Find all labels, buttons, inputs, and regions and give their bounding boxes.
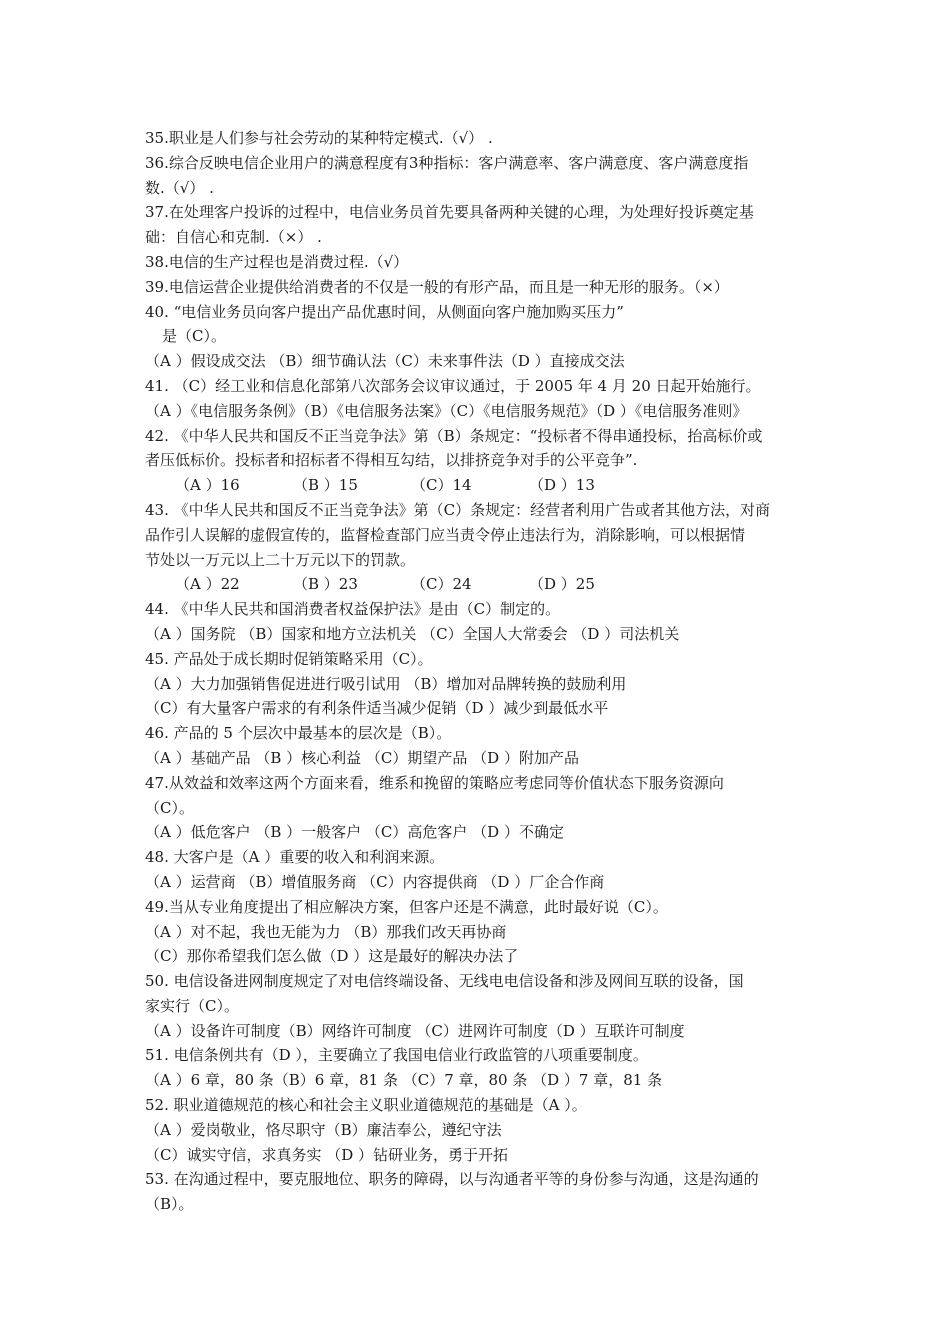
q50-line-1: 50. 电信设备进网制度规定了对电信终端设备、无线电电信设备和涉及网间互联的设备，国 xyxy=(145,972,744,991)
q40-options: （A ）假设成交法 （B）细节确认法（C）未来事件法（D ）直接成交法 xyxy=(145,352,625,371)
q52-options-1: （A ）爱岗敬业，恪尽职守（B）廉洁奉公，遵纪守法 xyxy=(145,1120,502,1139)
q46-line: 46. 产品的 5 个层次中最基本的层次是（B）。 xyxy=(145,724,452,743)
q52-line: 52. 职业道德规范的核心和社会主义职业道德规范的基础是（A ）。 xyxy=(145,1096,587,1115)
q43-options xyxy=(145,572,810,597)
q49-options-1: （A ）对不起，我也无能为力 （B）那我们改天再协商 xyxy=(145,922,507,941)
q50-options: （A ）设备许可制度（B）网络许可制度 （C）进网许可制度（D ）互联许可制度 xyxy=(145,1021,685,1040)
q36-line-2: 数.（√） . xyxy=(145,178,214,197)
q45-line: 45. 产品处于成长期时促销策略采用（C）。 xyxy=(145,649,433,668)
q43-option-d: （D ）25 xyxy=(529,575,595,594)
q49-options-2: （C）那你希望我们怎么做（D ）这是最好的解决办法了 xyxy=(145,947,519,966)
q51-options: （A ）6 章，80 条（B）6 章，81 条 （C）7 章，80 条 （D ）7 章，81 条 xyxy=(145,1071,663,1090)
q44-options: （A ）国务院 （B）国家和地方立法机关 （C）全国人大常委会 （D ）司法机关 xyxy=(145,624,680,643)
q36-line-1: 36.综合反映电信企业用户的满意程度有3种指标：客户满意率、客户满意度、客户满意度指 xyxy=(145,153,749,172)
q42-option-d: （D ）13 xyxy=(529,476,595,495)
q42-line-2: 者压低标价。投标者和招标者不得相互勾结，以排挤竞争对手的公平竞争”. xyxy=(145,451,638,470)
q44-line: 44. 《中华人民共和国消费者权益保护法》是由（C）制定的。 xyxy=(145,600,561,619)
q43-option-c: （C）24 xyxy=(411,575,472,594)
q53-line-1: 53. 在沟通过程中，要克服地位、职务的障碍，以与沟通者平等的身份参与沟通，这是沟通的 xyxy=(145,1170,759,1189)
q48-options: （A ）运营商 （B）增值服务商 （C）内容提供商 （D ）厂企合作商 xyxy=(145,872,605,891)
q42-option-b: （B ）15 xyxy=(293,476,358,495)
q43-option-a: （A ）22 xyxy=(175,575,240,594)
q47-line-1: 47.从效益和效率这两个方面来看，维系和挽留的策略应考虑同等价值状态下服务资源向 xyxy=(145,773,724,792)
q42-option-c: （C）14 xyxy=(411,476,472,495)
q43-line-1: 43. 《中华人民共和国反不正当竞争法》第（C）条规定：经营者利用广告或者其他方法，对商 xyxy=(145,500,771,519)
q53-line-2: （B）。 xyxy=(145,1195,194,1214)
q46-options: （A ）基础产品 （B ）核心利益 （C）期望产品 （D ）附加产品 xyxy=(145,748,579,767)
q42-option-a: （A ）16 xyxy=(175,476,240,495)
q40-line-2: 是（C）。 xyxy=(162,327,226,346)
q47-line-2: （C）。 xyxy=(145,798,194,817)
q45-options-1: （A ）大力加强销售促进进行吸引试用 （B）增加对品牌转换的鼓励利用 xyxy=(145,674,627,693)
q38-line: 38.电信的生产过程也是消费过程.（√） xyxy=(145,252,409,271)
q45-options-2: （C）有大量客户需求的有利条件适当减少促销（D ）减少到最低水平 xyxy=(145,699,609,718)
q50-line-2: 家实行（C）。 xyxy=(145,996,239,1015)
q47-options: （A ）低危客户 （B ）一般客户 （C）高危客户 （D ）不确定 xyxy=(145,823,564,842)
q43-line-3: 节处以一万元以上二十万元以下的罚款。 xyxy=(145,550,416,569)
q39-line: 39.电信运营企业提供给消费者的不仅是一般的有形产品，而且是一种无形的服务。（×） xyxy=(145,277,729,296)
q35-line: 35.职业是人们参与社会劳动的某种特定模式.（√） . xyxy=(145,129,493,147)
q43-line-2: 品作引人误解的虚假宣传的，监督检查部门应当责令停止违法行为，消除影响，可以根据情 xyxy=(145,525,746,544)
q41-line: 41. （C）经工业和信息化部第八次部务会议审议通过，于 2005 年 4 月 20 日起开始施行。 xyxy=(145,376,761,395)
q48-line: 48. 大客户是（A ）重要的收入和利润来源。 xyxy=(145,848,445,867)
document-page xyxy=(145,126,810,1217)
q43-option-b: （B ）23 xyxy=(293,575,358,594)
q51-line: 51. 电信条例共有（D ），主要确立了我国电信业行政监管的八项重要制度。 xyxy=(145,1046,648,1065)
q52-options-2: （C）诚实守信，求真务实 （D ）钻研业务，勇于开拓 xyxy=(145,1145,509,1164)
q42-options xyxy=(145,473,810,498)
q41-options: （A ）《电信服务条例》（B）《电信服务法案》（C）《电信服务规范》（D ）《电信服务准则》 xyxy=(145,401,748,420)
q37-line-1: 37.在处理客户投诉的过程中，电信业务员首先要具备两种关键的心理，为处理好投诉奠定基 xyxy=(145,203,754,222)
q42-line-1: 42. 《中华人民共和国反不正当竞争法》第（B）条规定：“投标者不得串通投标，抬高标价或 xyxy=(145,426,763,445)
q49-line: 49.当从专业角度提出了相应解决方案，但客户还是不满意，此时最好说（C）。 xyxy=(145,897,668,916)
q40-line-1: 40. “电信业务员向客户提出产品优惠时间，从侧面向客户施加购买压力” xyxy=(145,302,624,321)
q37-line-2: 础：自信心和克制.（×） . xyxy=(145,228,322,247)
